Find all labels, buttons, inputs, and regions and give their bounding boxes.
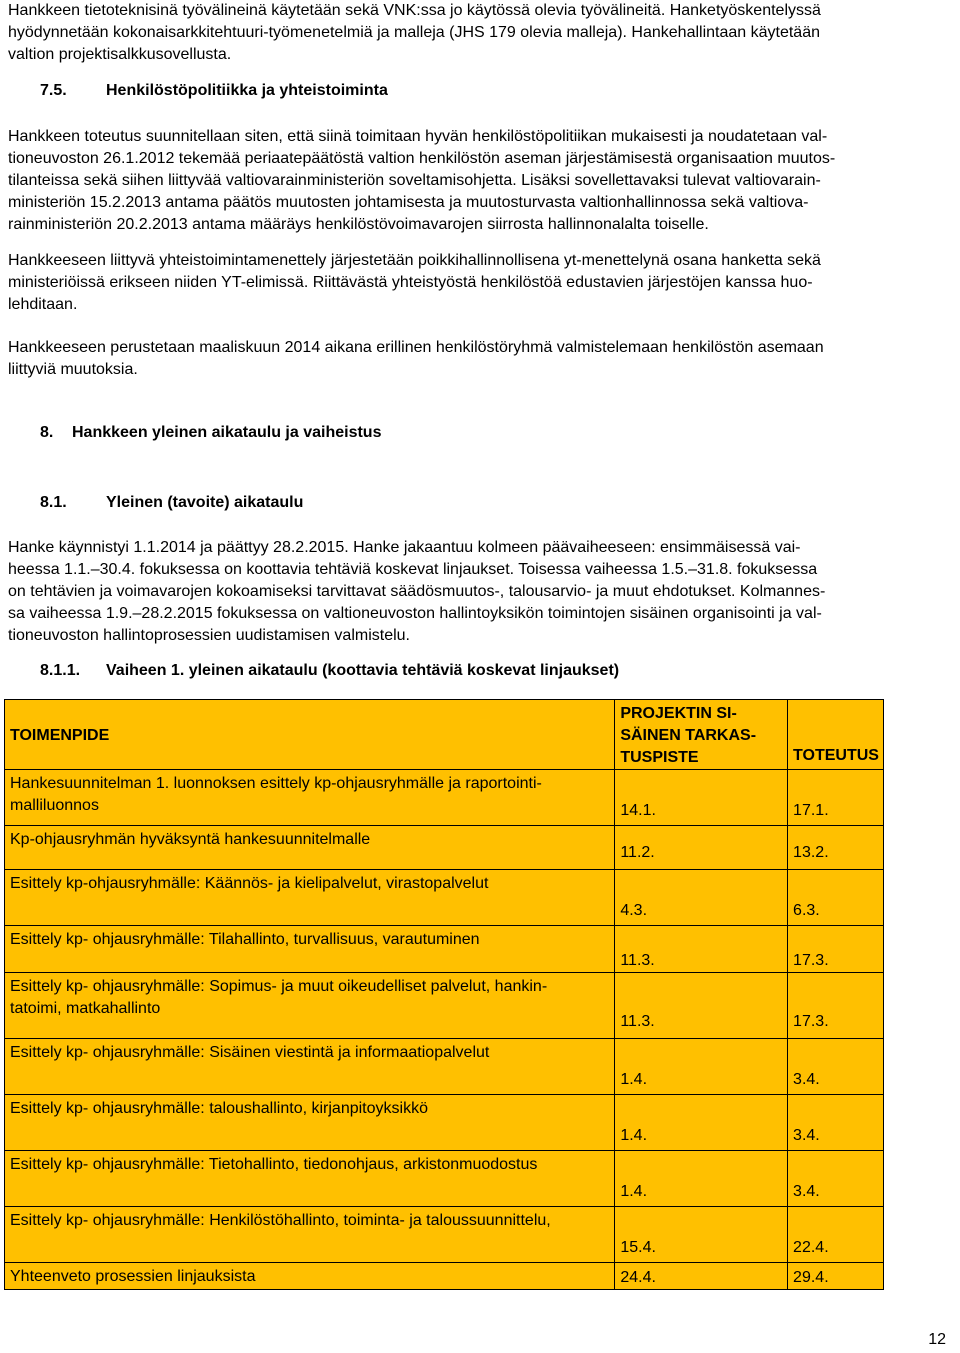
table-row [5,926,884,973]
section-heading-7-5 [40,80,388,102]
cell-checkpoint: 24.4. [615,1263,788,1290]
table-header-row [5,700,884,770]
intro-paragraph [8,0,948,66]
text-line: Hankkeeseen liittyvä yhteistoimintamenettely järjestetään poikkihallinnollisena yt-menettelynä osana hanketta sekä [8,252,821,269]
cell-checkpoint: 14.1. [615,770,788,826]
table-row [5,973,884,1039]
cell-checkpoint: 1.4. [615,1095,788,1151]
text-line: sa vaiheessa 1.9.–28.2.2015 fokuksessa on valtioneuvoston hallintoyksikön toimintojen sisäinen organisointi ja val- [8,605,822,622]
cell-done: 22.4. [788,1207,884,1263]
column-header-checkpoint: PROJEKTIN SI- SÄINEN TARKAS- TUSPISTE [615,700,788,770]
text-line: Hankkeen toteutus suunnitellaan siten, että siinä toimitaan hyvän henkilöstöpolitiikan mukaisesti ja noudatetaan val- [8,128,828,145]
cell-done: 17.1. [788,770,884,826]
paragraph-general-schedule [8,537,948,647]
cell-done: 17.3. [788,973,884,1039]
page-number: 12 [928,1331,946,1348]
cell-done: 13.2. [788,826,884,870]
cell-checkpoint: 1.4. [615,1039,788,1095]
table-row [5,1039,884,1095]
text-line: Hanke käynnistyi 1.1.2014 ja päättyy 28.2.2015. Hanke jakaantuu kolmeen päävaiheeseen: ensimmäisessä vai- [8,539,801,556]
section-title: Hankkeen yleinen aikataulu ja vaiheistus [72,424,382,441]
section-number: 8.1. [40,494,67,511]
section-title: Henkilöstöpolitiikka ja yhteistoiminta [106,82,388,99]
cell-done: 3.4. [788,1095,884,1151]
paragraph-personnel-group [8,337,948,381]
cell-task: Esittely kp- ohjausryhmälle: Tietohallinto, tiedonohjaus, arkistonmuodostus [5,1151,615,1207]
cell-done: 3.4. [788,1039,884,1095]
text-line: lehditaan. [8,296,78,313]
text-line: Hankkeen tietoteknisinä työvälineinä käytetään sekä VNK:ssa jo käytössä olevia työvälineitä. Hanketyöskentelyssä [8,2,821,19]
cell-task: Esittely kp- ohjausryhmälle: taloushallinto, kirjanpitoyksikkö [5,1095,615,1151]
section-heading-8 [40,422,381,444]
section-number: 8.1.1. [40,662,81,679]
column-header-task: TOIMENPIDE [5,700,615,770]
table-row [5,870,884,926]
text-line: tioneuvoston 26.1.2012 tekemää periaatepäätöstä valtion henkilöstön aseman järjestämisestä organisaation muutos- [8,150,836,167]
cell-checkpoint: 15.4. [615,1207,788,1263]
section-heading-8-1 [40,492,303,514]
text-line: ministeriön 15.2.2013 antama päätös muutosten johtamisesta ja muutosturvasta valtionhallinnossa sekä valtiova- [8,194,809,211]
cell-done: 3.4. [788,1151,884,1207]
cell-checkpoint: 11.2. [615,826,788,870]
text-line: ministeriöissä erikseen niiden YT-elimissä. Riittävästä yhteistyöstä henkilöstöä edustavien järjestöjen kanssa huo- [8,274,813,291]
cell-checkpoint: 11.3. [615,973,788,1039]
cell-task: Hankesuunnitelman 1. luonnoksen esittely kp-ohjausryhmälle ja raportointi- malliluonnos [5,770,615,826]
cell-done: 6.3. [788,870,884,926]
cell-task: Esittely kp- ohjausryhmälle: Tilahallinto, turvallisuus, varautuminen [5,926,615,973]
text-line: valtion projektisalkkusovellusta. [8,46,232,63]
cell-done: 29.4. [788,1263,884,1290]
text-line: tioneuvoston hallintoprosessien uudistamisen valmistelu. [8,627,410,644]
text-line: liittyviä muutoksia. [8,361,138,378]
text-line: on tehtävien ja voimavarojen kokoamiseksi tarvittavat säädösmuutos-, talousarvio- ja muut ehdotukset. Kolmannes- [8,583,826,600]
table-row [5,1095,884,1151]
text-line: Hankkeeseen perustetaan maaliskuun 2014 aikana erillinen henkilöstöryhmä valmistelemaan henkilöstön asemaan [8,339,824,356]
table-row [5,1263,884,1290]
section-title: Yleinen (tavoite) aikataulu [106,494,304,511]
section-title: Vaiheen 1. yleinen aikataulu (koottavia tehtäviä koskevat linjaukset) [106,662,620,679]
schedule-table [4,699,884,1290]
paragraph-cooperation [8,250,948,316]
section-number: 7.5. [40,82,67,99]
text-line: hyödynnetään kokonaisarkkitehtuuri-työmenetelmiä ja malleja (JHS 179 olevia malleja). Hankehallintaan käytetään [8,24,820,41]
text-line: tilanteissa sekä siihen liittyvää valtiovarainministeriön soveltamisohjetta. Lisäksi sovellettavaksi tulevat valtiovarain- [8,172,821,189]
text-line: heessa 1.1.–30.4. fokuksessa on koottavia tehtäviä koskevat linjaukset. Toisessa vaiheessa 1.5.–31.8. fokuksessa [8,561,818,578]
cell-task: Kp-ohjausryhmän hyväksyntä hankesuunnitelmalle [5,826,615,870]
column-header-done: TOTEUTUS [788,700,884,770]
paragraph-personnel-policy [8,126,948,236]
cell-checkpoint: 4.3. [615,870,788,926]
cell-task: Esittely kp- ohjausryhmälle: Sisäinen viestintä ja informaatiopalvelut [5,1039,615,1095]
cell-done: 17.3. [788,926,884,973]
text-line: rainministeriön 20.2.2013 antama määräys henkilöstövoimavarojen siirrosta hallinnonalalta toiselle. [8,216,709,233]
cell-task: Esittely kp-ohjausryhmälle: Käännös- ja kielipalvelut, virastopalvelut [5,870,615,926]
section-number: 8. [40,424,54,441]
cell-task: Yhteenveto prosessien linjauksista [5,1263,615,1290]
cell-task: Esittely kp- ohjausryhmälle: Henkilöstöhallinto, toiminta- ja taloussuunnittelu, [5,1207,615,1263]
table-row [5,1207,884,1263]
cell-checkpoint: 1.4. [615,1151,788,1207]
table-row [5,826,884,870]
table-row [5,770,884,826]
section-heading-8-1-1 [40,660,619,682]
table-row [5,1151,884,1207]
cell-checkpoint: 11.3. [615,926,788,973]
cell-task: Esittely kp- ohjausryhmälle: Sopimus- ja muut oikeudelliset palvelut, hankin- tatoimi, matkahallinto [5,973,615,1039]
